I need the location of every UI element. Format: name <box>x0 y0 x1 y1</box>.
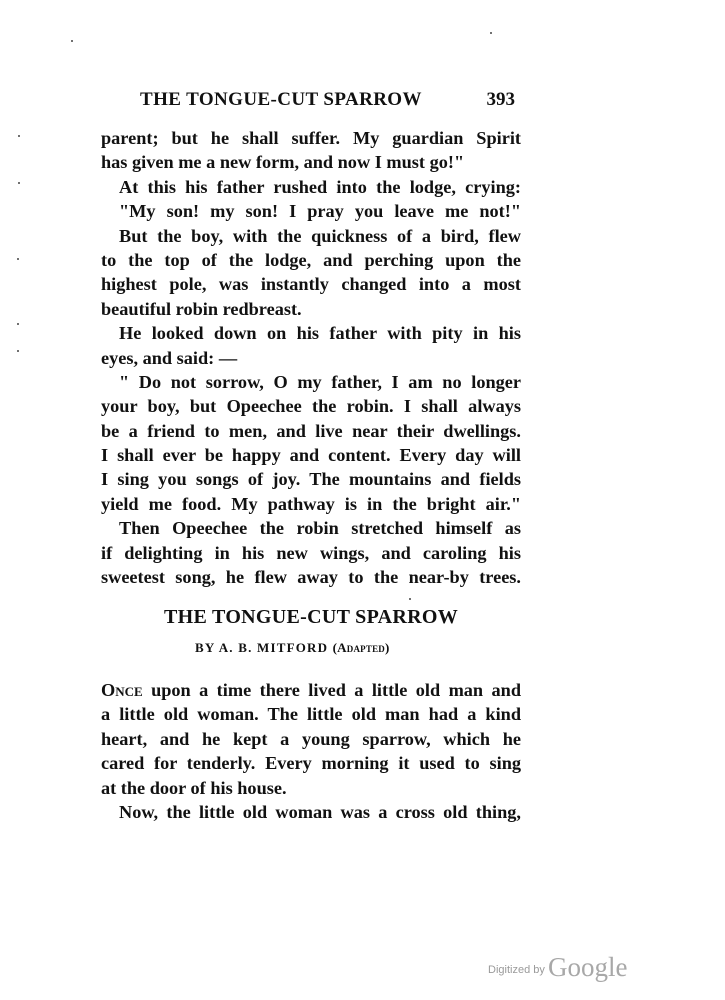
text-line: Now, the little old woman was a cross old thing, <box>119 801 521 822</box>
text-line: eyes, and said: — <box>101 347 238 368</box>
text-line: "My son! my son! I pray you leave me not!" <box>119 201 521 222</box>
story-opening <box>101 678 521 824</box>
byline-adapted-note: (Adapted) <box>332 640 390 655</box>
text-line: sweetest song, he flew away to the near-by trees. <box>101 567 521 588</box>
scan-speck <box>17 258 19 260</box>
running-head-title: THE TONGUE-CUT SPARROW <box>140 89 422 110</box>
text-line <box>101 678 521 702</box>
text-line: I sing you songs of joy. The mountains and fields <box>101 469 521 490</box>
story-byline <box>195 640 435 656</box>
scan-speck <box>17 323 19 325</box>
opening-line-text: upon a time there lived a little old man and <box>142 680 521 700</box>
byline-author: BY A. B. MITFORD <box>195 640 329 655</box>
text-line: cared for tenderly. Every morning it used to sing <box>101 753 521 774</box>
text-line: if delighting in his new wings, and caroling his <box>101 542 521 563</box>
text-line: parent; but he shall suffer. My guardian Spirit <box>101 128 521 148</box>
scan-speck <box>17 350 19 352</box>
scan-speck <box>71 40 73 42</box>
scan-speck <box>490 32 492 34</box>
text-line: has given me a new form, and now I must go!" <box>101 152 465 173</box>
scan-speck <box>409 598 411 600</box>
text-line: I shall ever be happy and content. Every day will <box>101 445 521 466</box>
google-logo: Google <box>548 952 628 982</box>
running-head <box>112 89 515 115</box>
opening-word: Once <box>101 680 143 700</box>
text-line: beautiful robin redbreast. <box>101 298 302 319</box>
text-line: " Do not sorrow, O my father, I am no longer <box>119 371 521 392</box>
text-line: yield me food. My pathway is in the bright air." <box>101 493 521 514</box>
text-line: At this his father rushed into the lodge, crying: <box>119 176 521 197</box>
text-line: your boy, but Opeechee the robin. I shall always <box>101 396 521 417</box>
previous-story-ending <box>101 126 521 589</box>
page-number: 393 <box>486 89 515 110</box>
text-line: He looked down on his father with pity in his <box>119 323 521 344</box>
digitized-by-text: Digitized by <box>488 964 545 976</box>
text-line: highest pole, was instantly changed into a most <box>101 274 521 295</box>
text-line: at the door of his house. <box>101 777 287 798</box>
digitized-by-google-watermark <box>488 954 658 984</box>
text-line: Then Opeechee the robin stretched himself as <box>119 518 521 539</box>
story-title: THE TONGUE-CUT SPARROW <box>163 606 459 628</box>
text-line: be a friend to men, and live near their dwellings. <box>101 420 521 441</box>
text-line: heart, and he kept a young sparrow, which he <box>101 728 521 749</box>
text-line: to the top of the lodge, and perching upon the <box>101 249 521 270</box>
text-line: But the boy, with the quickness of a bird, flew <box>119 225 521 246</box>
scan-speck <box>18 135 20 137</box>
scan-speck <box>18 182 20 184</box>
text-line: a little old woman. The little old man had a kind <box>101 704 521 725</box>
